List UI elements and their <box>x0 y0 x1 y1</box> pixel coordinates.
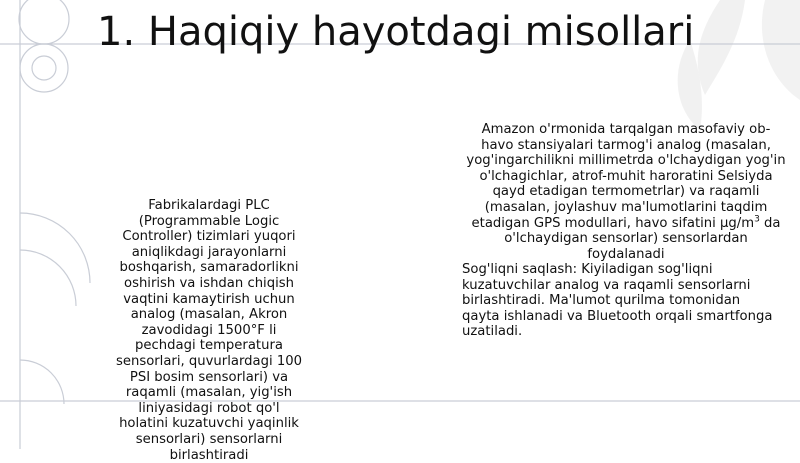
weather-stations-text <box>466 122 786 262</box>
slide-title: 1. Haqiqiy hayotdagi misollari <box>97 9 695 55</box>
decor-circle-top <box>19 0 69 44</box>
weather-stations-text-part-1: Amazon o'rmonida tarqalgan masofaviy ob-havo stansiyalari tarmog'i analog (masalan, yog'ingarchilikni millimetrda o'lchaydigan yog'in o'lchagichlar, atrof-muhit haroratini Selsiyda qayd etadigan termometrlar) va raqamli (masalan, joylashuv ma'lumotlarini taqdim etadigan GPS modullari, havo sifatini μg/m <box>466 122 786 231</box>
decor-arc-left-outer <box>20 213 90 283</box>
factory-plc-text: Fabrikalardagi PLC (Programmable Logic Controller) tizimlari yuqori aniqlikdagi jarayonlarni boshqarish, samaradorlikni oshirish va ishdan chiqish vaqtini kamaytirish uchun analog (masalan, Akron zavodidagi 1500°F li pechdagi temperatura sensorlari, quvurlardagi 100 PSI bosim sensorlari) va raqamli (masalan, yig'ish liniyasidagi robot qo'l holatini kuzatuvchi yaqinlik sensorlari) sensorlarni birlashtiradi <box>115 198 303 463</box>
leaf-shadow-decoration <box>678 0 800 130</box>
decor-circle-middle <box>20 44 68 92</box>
decor-circle-inner <box>32 56 56 80</box>
superscript-three: 3 <box>754 214 760 225</box>
decor-arc-bottom <box>20 360 64 404</box>
decor-arc-left <box>20 250 76 306</box>
healthcare-text: Sog'liqni saqlash: Kiyiladigan sog'liqni kuzatuvchilar analog va raqamli sensorlarni birlashtiradi. Ma'lumot qurilma tomonidan qayta ishlanadi va Bluetooth orqali smartfonga uzatiladi. <box>462 262 773 340</box>
weather-stations-text-part-2: da o'lchaydigan sensorlar) sensorlardan foydalanadi <box>504 215 781 262</box>
